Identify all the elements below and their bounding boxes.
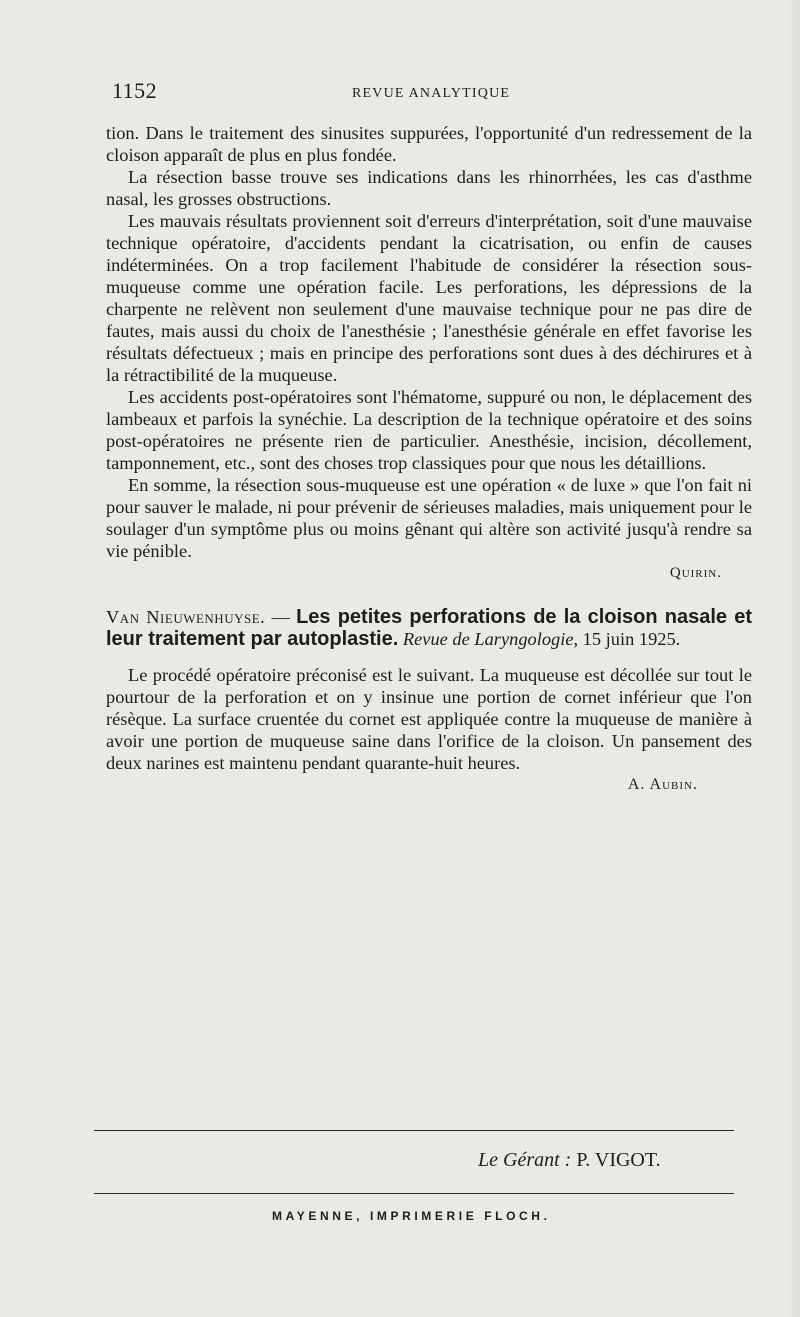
paragraph: Les accidents post-opératoires sont l'hématome, suppuré ou non, le déplacement des lambeaux et parfois la synéchie. La description de la technique opératoire et des soins post-opératoires ne présente rien de particulier. Anesthésie, incision, décollement, tamponnement, etc., sont des choses trop classiques pour que nous les détaillions.	[106, 387, 752, 473]
paragraph: En somme, la résection sous-muqueuse est une opération « de luxe » que l'on fait ni pour sauver le malade, ni pour prévenir de sérieuses maladies, mais uniquement pour le soulager d'un symptôme plus ou moins gênant qui altère son activité jusqu'à rendre sa vie pénible.	[106, 475, 752, 561]
paragraph: tion. Dans le traitement des sinusites suppurées, l'opportunité d'un redressement de la cloison apparaît de plus en plus fondée.	[106, 123, 752, 165]
gerant-line	[478, 1149, 661, 1172]
article-citation	[106, 606, 752, 650]
article-author: Van Nieuwenhuyse.	[106, 607, 266, 627]
gerant-name: P. VIGOT.	[576, 1149, 661, 1171]
paragraph: La résection basse trouve ses indications dans les rhinorrhées, les cas d'asthme nasal, les grosses obstructions.	[106, 167, 752, 209]
signature-aubin: A. Aubin.	[627, 776, 698, 793]
paragraph: Les mauvais résultats proviennent soit d'erreurs d'interprétation, soit d'une mauvaise technique opératoire, d'accidents pendant la cicatrisation, ou enfin de causes indéterminées. On a trop facilement l'habitude de considérer la résection sous-muqueuse comme une opération facile. Les perforations, les dépressions de la charpente ne relèvent non seulement d'une mauvaise technique pour ne pas dire de fautes, mais aussi du choix de l'anesthésie ; l'anesthésie générale en effet favorise les résultats défectueux ; mais en principe des perforations sont dues à des déchirures et à la rétractibilité de la muqueuse.	[106, 211, 752, 385]
running-head: REVUE ANALYTIQUE	[352, 86, 511, 101]
printer-imprint: MAYENNE, IMPRIMERIE FLOCH.	[272, 1209, 551, 1223]
journal-name: Revue de Laryngologie	[402, 629, 574, 649]
page-header	[112, 78, 752, 108]
article-title: Les petites perforations de la cloison nasale et leur traitement par autoplastie.	[106, 606, 752, 650]
article-van-nieuwenhuyse	[106, 606, 752, 796]
article-quirin	[106, 122, 752, 584]
article-body	[106, 122, 752, 796]
signature-quirin: Quirin.	[669, 565, 722, 581]
gerant-label: Le Gérant :	[478, 1149, 572, 1171]
paragraph: Le procédé opératoire préconisé est le suivant. La muqueuse est décollée sur tout le pourtour de la perforation et on y insinue une portion de cornet inférieur que l'on résèque. La surface cruentée du cornet est appliquée contre la muqueuse de manière à avoir une portion de muqueuse saine dans l'orifice de la cloison. Un pansement des deux narines est maintenu pendant quarante-huit heures.	[106, 665, 752, 773]
page-number: 1152	[112, 78, 158, 103]
divider-rule	[94, 1193, 734, 1194]
journal-date: , 15 juin 1925.	[573, 629, 681, 649]
citation-dash: —	[265, 607, 297, 627]
divider-rule	[94, 1130, 734, 1131]
